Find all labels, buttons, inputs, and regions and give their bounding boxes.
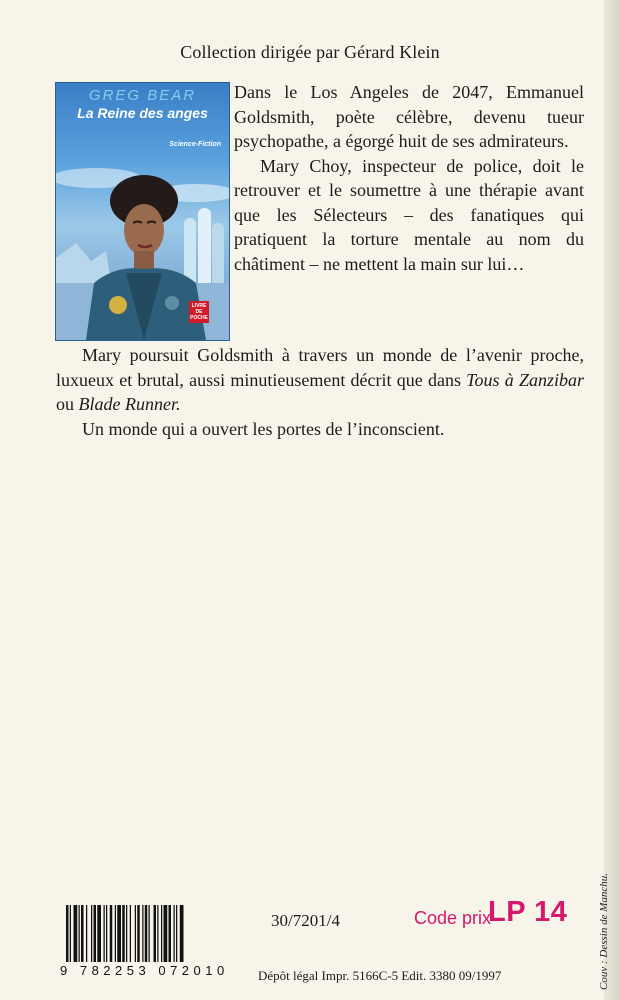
summary-paragraph-2: Mary Choy, inspecteur de police, doit le retrouver et le soumettre à une thérapie avant que les Sélecteurs – des fanatiques qui pratiquent la torture mentale au nom du châtiment – ne mettent la main sur lui…: [234, 155, 584, 274]
barcode: [66, 905, 226, 962]
barcode-bar: [130, 905, 131, 962]
barcode-bar: [122, 905, 125, 962]
barcode-bar: [154, 905, 157, 962]
cover-series: Science-Fiction: [169, 141, 221, 148]
barcode-bar: [79, 905, 80, 962]
summary-paragraph-3: [56, 343, 584, 417]
book-reference-2: Blade Runner.: [78, 394, 181, 414]
barcode-bar: [176, 905, 177, 962]
summary-lower: [56, 343, 584, 441]
barcode-bar: [97, 905, 101, 962]
cover-author: GREG BEAR: [88, 87, 197, 104]
barcode-bar: [135, 905, 136, 962]
barcode-bar: [142, 905, 143, 962]
cover-art: [56, 83, 229, 340]
barcode-bar: [157, 905, 158, 962]
cover-credit: Couv : Dessin de Manchu.: [598, 872, 610, 990]
barcode-digits: 9 782253 072010: [60, 963, 229, 978]
barcode-bar: [174, 905, 175, 962]
barcode-bar: [180, 905, 184, 962]
summary-paragraph-4: Un monde qui a ouvert les portes de l’inconscient.: [82, 418, 445, 439]
barcode-bar: [137, 905, 140, 962]
summary-p3-mid: ou: [56, 394, 79, 414]
barcode-bar: [145, 905, 148, 962]
collection-heading: Collection dirigée par Gérard Klein: [180, 42, 440, 62]
barcode-bar: [81, 905, 84, 962]
publisher-logo-line: LIVRE: [191, 303, 207, 309]
barcode-bar: [74, 905, 78, 962]
publisher-logo: [189, 303, 209, 321]
barcode-bar: [164, 905, 168, 962]
barcode-bar: [161, 905, 162, 962]
barcode-bar: [115, 905, 116, 962]
barcode-bar: [70, 905, 71, 962]
book-reference-1: Tous à Zanzibar: [466, 369, 584, 390]
barcode-bar: [126, 905, 127, 962]
summary-paragraph-1: Dans le Los Angeles de 2047, Emmanuel Goldsmith, poète célèbre, devenu tueur psychopathe, a égorgé huit de ses admirateurs.: [234, 82, 584, 151]
cover-title: La Reine des anges: [77, 105, 208, 121]
barcode-bar: [91, 905, 92, 962]
barcode-bar: [94, 905, 97, 962]
price-code: LP 14: [488, 896, 568, 928]
barcode-bar: [169, 905, 172, 962]
barcode-bar: [117, 905, 121, 962]
price-label: Code prix: [414, 908, 492, 928]
barcode-bar: [66, 905, 69, 962]
cover-illustration: [56, 83, 229, 340]
barcode-bar: [86, 905, 87, 962]
barcode-bar: [104, 905, 105, 962]
spine-edge: [604, 0, 620, 1000]
barcode-bar: [106, 905, 107, 962]
barcode-bar: [110, 905, 113, 962]
publisher-logo-line: DE: [195, 309, 203, 315]
publisher-logo-line: POCHE: [190, 315, 208, 321]
legal-deposit: Dépôt légal Impr. 5166C-5 Edit. 3380 09/1997: [258, 968, 502, 983]
catalog-number: 30/7201/4: [271, 911, 340, 930]
barcode-bar: [149, 905, 150, 962]
summary-upper: [234, 80, 584, 276]
summary-p3-start: Mary poursuit Goldsmith à travers un monde de l’avenir proche, luxueux et brutal, aussi minutieusement décrit que dans: [56, 345, 584, 390]
